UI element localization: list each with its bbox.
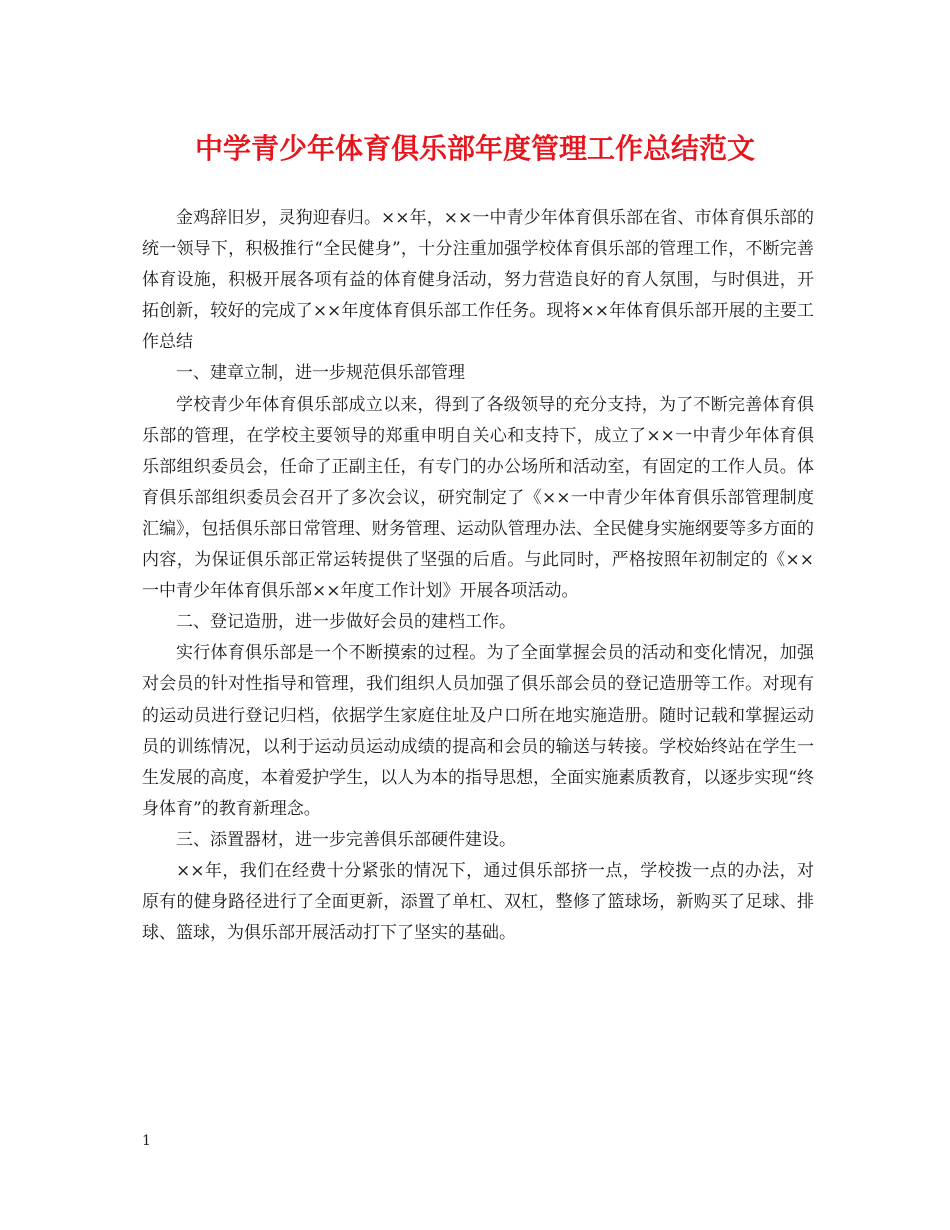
document-title: 中学青少年体育俱乐部年度管理工作总结范文 [194,132,755,165]
section-heading-1: 一、建章立制，进一步规范俱乐部管理 [176,363,465,384]
paragraph-intro: 金鸡辞旧岁，灵狗迎春归。××年，××一中青少年体育俱乐部在省、市体育俱乐部的统一领导下，积极推行“全民健身”，十分注重加强学校体育俱乐部的管理工作，不断完善体育设施，积极开展各项有益的体育健身活动，努力营造良好的育人氛围，与时俱进，开拓创新，较好的完成了××年度体育俱乐部工作任务。现将××年体育俱乐部开展的主要工作总结 [142,208,814,353]
page-number: 1 [142,1133,151,1149]
section-heading-3: 三、添置器材，进一步完善俱乐部硬件建设。 [176,829,516,850]
paragraph-section-2: 实行体育俱乐部是一个不断摸索的过程。为了全面掌握会员的活动和变化情况，加强对会员的针对性指导和管理，我们组织人员加强了俱乐部会员的登记造册等工作。对现有的运动员进行登记归档，依据学生家庭住址及户口所在地实施造册。随时记载和掌握运动员的训练情况，以利于运动员运动成绩的提高和会员的输送与转接。学校始终站在学生一生发展的高度，本着爱护学生，以人为本的指导思想，全面实施素质教育，以逐步实现“终身体育”的教育新理念。 [142,643,814,819]
document-body [142,203,814,949]
paragraph-section-3: ××年，我们在经费十分紧张的情况下，通过俱乐部挤一点，学校拨一点的办法，对原有的健身路径进行了全面更新，添置了单杠、双杠，整修了篮球场，新购买了足球、排球、篮球，为俱乐部开展活动打下了坚实的基础。 [142,860,814,944]
section-heading-2: 二、登记造册，进一步做好会员的建档工作。 [176,612,516,633]
paragraph-section-1: 学校青少年体育俱乐部成立以来，得到了各级领导的充分支持，为了不断完善体育俱乐部的管理，在学校主要领导的郑重申明自关心和支持下，成立了××一中青少年体育俱乐部组织委员会，任命了正副主任，有专门的办公场所和活动室，有固定的工作人员。体育俱乐部组织委员会召开了多次会议，研究制定了《××一中青少年体育俱乐部管理制度汇编》，包括俱乐部日常管理、财务管理、运动队管理办法、全民健身实施纲要等多方面的内容，为保证俱乐部正常运转提供了坚强的后盾。与此同时，严格按照年初制定的《××一中青少年体育俱乐部××年度工作计划》开展各项活动。 [142,394,814,602]
